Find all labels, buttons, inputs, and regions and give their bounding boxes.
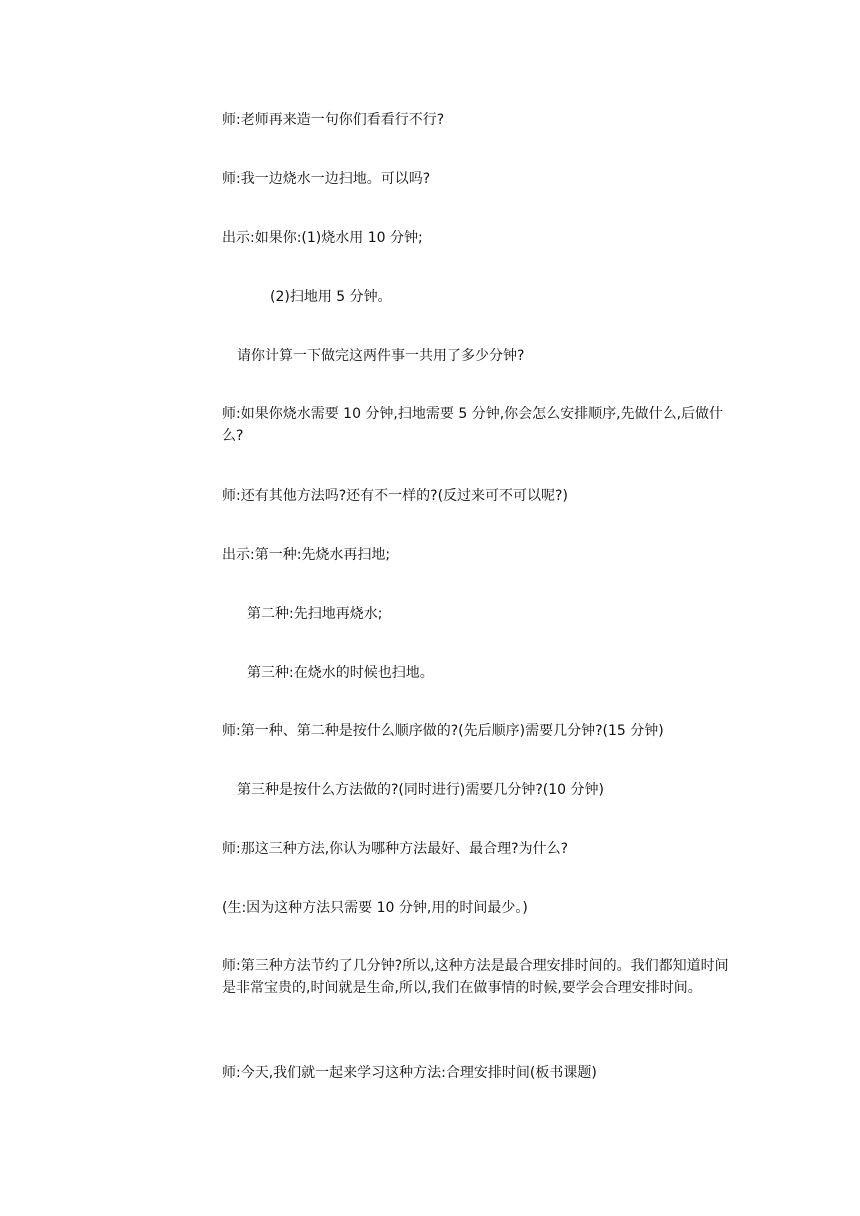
paragraph-3: 出示:如果你:(1)烧水用 10 分钟; (222, 230, 423, 246)
paragraph-14: (生:因为这种方法只需要 10 分钟,用的时间最少。) (222, 900, 528, 916)
paragraph-10: 第三种:在烧水的时候也扫地。 (247, 665, 434, 681)
paragraph-16: 师:今天,我们就一起来学习这种方法:合理安排时间(板书课题) (222, 1065, 597, 1081)
paragraph-5: 请你计算一下做完这两件事一共用了多少分钟? (237, 348, 525, 364)
paragraph-15: 师:第三种方法节约了几分钟?所以,这种方法是最合理安排时间的。我们都知道时间是非常宝贵的,时间就是生命,所以,我们在做事情的时候,要学会合理安排时间。 (222, 958, 729, 996)
paragraph-1: 师:老师再来造一句你们看看行不行? (222, 112, 445, 128)
paragraph-4: (2)扫地用 5 分钟。 (270, 289, 392, 305)
paragraph-2: 师:我一边烧水一边扫地。可以吗? (222, 171, 431, 187)
paragraph-6: 师:如果你烧水需要 10 分钟,扫地需要 5 分钟,你会怎么安排顺序,先做什么,后做什么? (222, 406, 724, 444)
paragraph-8: 出示:第一种:先烧水再扫地; (222, 547, 391, 563)
paragraph-9: 第二种:先扫地再烧水; (247, 606, 383, 622)
paragraph-12: 第三种是按什么方法做的?(同时进行)需要几分钟?(10 分钟) (237, 782, 604, 798)
paragraph-7: 师:还有其他方法吗?还有不一样的?(反过来可不可以呢?) (222, 488, 568, 504)
paragraph-13: 师:那这三种方法,你认为哪种方法最好、最合理?为什么? (222, 841, 569, 857)
paragraph-11: 师:第一种、第二种是按什么顺序做的?(先后顺序)需要几分钟?(15 分钟) (222, 723, 664, 739)
